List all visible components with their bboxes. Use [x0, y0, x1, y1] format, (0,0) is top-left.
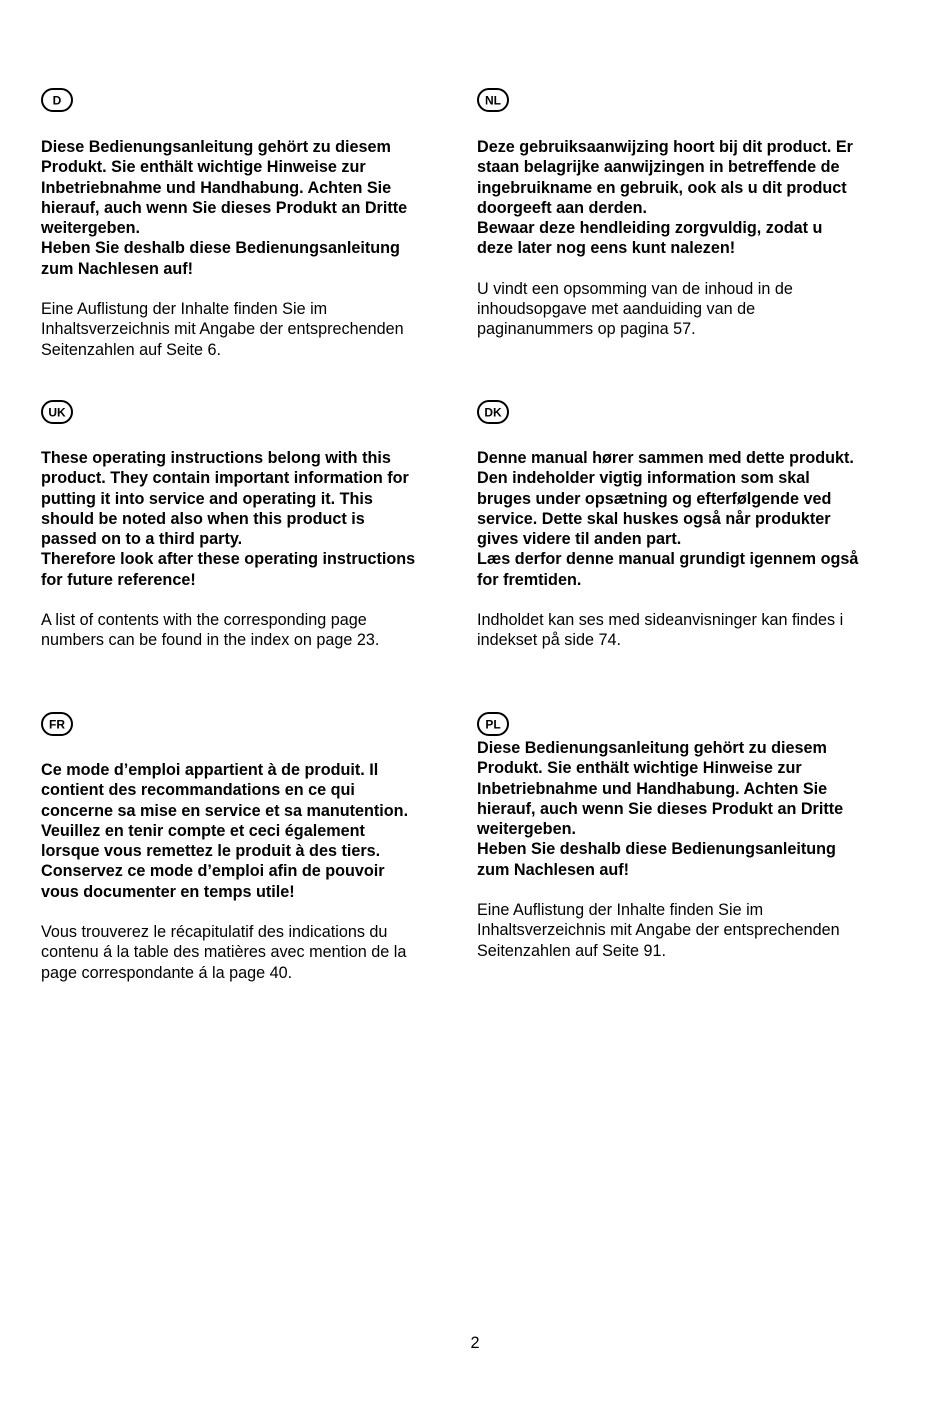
svg-text:FR: FR: [49, 717, 65, 732]
svg-text:DK: DK: [484, 405, 502, 420]
language-badge-fr-icon: [41, 712, 73, 736]
language-badge-pl-icon: [477, 712, 509, 736]
svg-text:NL: NL: [485, 93, 501, 108]
intro-notice-dk: Denne manual hører sammen med dette produkt. Den indeholder vigtig information som skal bruges under opsætning og efterfølgende ved service. Dette skal huskes også når produkter gives videre til anden part. Læs derfor denne manual grundigt igennem også for fremtiden.: [477, 449, 859, 589]
contents-reference-pl: Eine Auflistung der Inhalte finden Sie im Inhaltsverzeichnis mit Angabe der entsprechenden Seitenzahlen auf Seite 91.: [477, 901, 840, 960]
section-uk: [41, 400, 461, 651]
page-number: 2: [470, 1334, 480, 1352]
svg-text:PL: PL: [485, 717, 501, 732]
intro-notice-pl: Diese Bedienungsanleitung gehört zu diesem Produkt. Sie enthält wichtige Hinweise zur Inbetriebnahme und Handhabung. Achten Sie hierauf, auch wenn Sie dieses Produkt an Dritte weitergeben. Heben Sie deshalb diese Bedienungsanleitung zum Nachlesen auf!: [477, 739, 844, 879]
contents-reference-uk: A list of contents with the corresponding page numbers can be found in the index on page 23.: [41, 611, 380, 650]
svg-text:D: D: [52, 93, 62, 108]
intro-notice-fr: Ce mode d’emploi appartient à de produit. Il contient des recommandations en ce qui concerne sa mise en service et sa manutention. Veuillez en tenir compte et ceci également lorsque vous remettez le produit à des tiers. Conservez ce mode d’emploi afin de pouvoir vous documenter en temps utile!: [41, 761, 409, 901]
contents-reference-de: Eine Auflistung der Inhalte finden Sie im Inhaltsverzeichnis mit Angabe der entsprechenden Seitenzahlen auf Seite 6.: [41, 300, 404, 359]
intro-notice-uk: These operating instructions belong with this product. They contain important information for putting it into service and operating it. This should be noted also when this product is passed on to a third party. Therefore look after these operating instructions for future reference!: [41, 449, 416, 589]
section-fr: [41, 712, 461, 983]
contents-reference-nl: U vindt een opsomming van de inhoud in de inhoudsopgave met aanduiding van de paginanummers op pagina 57.: [477, 279, 793, 339]
language-badge-nl-icon: [477, 88, 509, 112]
section-de: [41, 88, 461, 360]
language-badge-de-icon: [41, 88, 73, 112]
svg-text:UK: UK: [48, 405, 66, 420]
language-badge-uk-icon: [41, 400, 73, 424]
intro-notice-nl: Deze gebruiksaanwijzing hoort bij dit product. Er staan belagrijke aanwijzingen in betreffende de ingebruikname en gebruik, ook als u dit product doorgeeft aan derden. Bewaar deze hendleiding zorgvuldig, zodat u deze later nog eens kunt nalezen!: [477, 138, 853, 258]
contents-reference-dk: Indholdet kan ses med sideanvisninger kan findes i indekset på side 74.: [477, 611, 844, 650]
section-pl: [477, 712, 897, 961]
intro-notice-de: Diese Bedienungsanleitung gehört zu diesem Produkt. Sie enthält wichtige Hinweise zur Inbetriebnahme und Handhabung. Achten Sie hierauf, auch wenn Sie dieses Produkt an Dritte weitergeben. Heben Sie deshalb diese Bedienungsanleitung zum Nachlesen auf!: [41, 138, 408, 278]
section-nl: [477, 88, 897, 340]
section-dk: [477, 400, 897, 651]
language-badge-dk-icon: [477, 400, 509, 424]
contents-reference-fr: Vous trouverez le récapitulatif des indications du contenu á la table des matières avec mention de la page correspondante á la page 40.: [41, 923, 407, 982]
